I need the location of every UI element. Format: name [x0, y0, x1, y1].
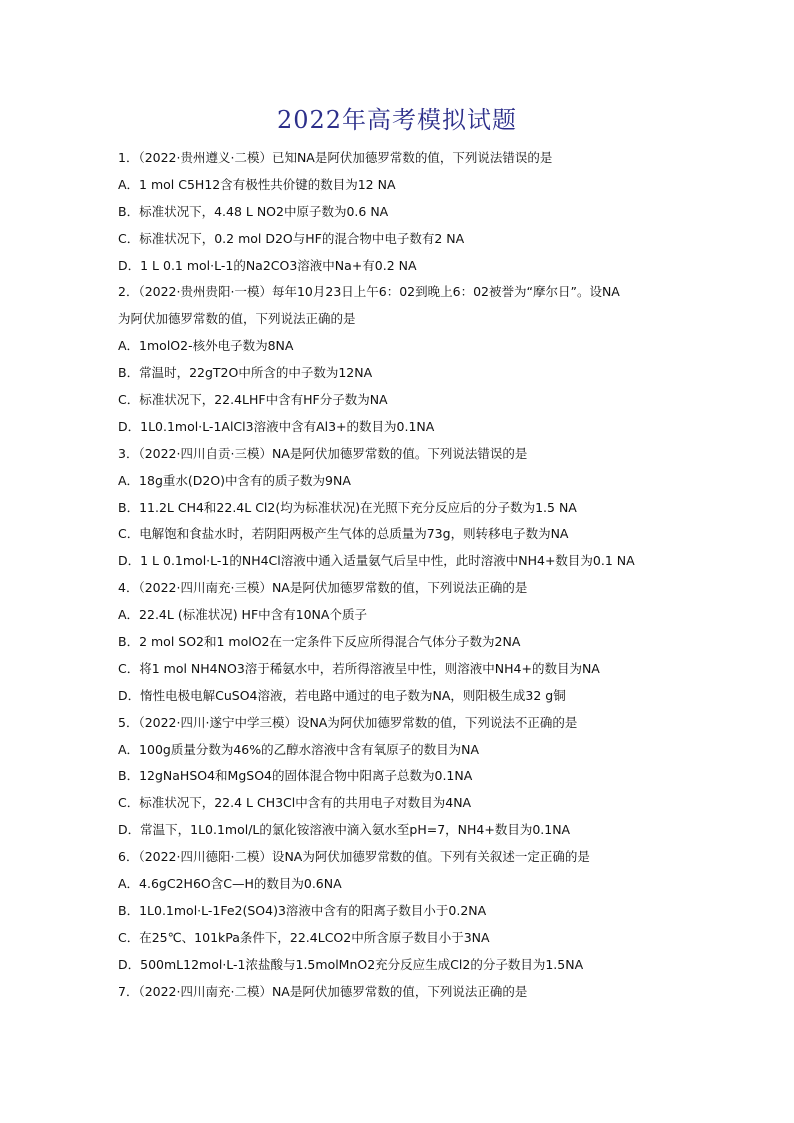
option-line: D．1 L 0.1mol·L-1的NH4Cl溶液中通入适量氨气后呈中性，此时溶液中NH4+数目为0.1 NA: [118, 553, 635, 569]
option-line: D．500mL12mol·L-1浓盐酸与1.5molMnO2充分反应生成Cl2的分子数目为1.5NA: [118, 956, 584, 972]
option-line: A．4.6gC2H6O含C—H的数目为0.6NA: [118, 876, 342, 892]
option-line: D．惰性电极电解CuSO4溶液，若电路中通过的电子数为NA，则阳极生成32 g铜: [118, 687, 566, 703]
option-line: A．1molO2-核外电子数为8NA: [118, 338, 294, 354]
option-line: D．常温下，1L0.1mol/L的氯化铵溶液中滴入氨水至pH=7，NH4+数目为0.1NA: [118, 822, 571, 838]
option-line: A．1 mol C5H12含有极性共价键的数目为12 NA: [118, 176, 396, 192]
option-line: D．1L0.1mol·L-1AlCl3溶液中含有Al3+的数目为0.1NA: [118, 418, 435, 434]
question-line: 2．（2022·贵州贵阳·一模）每年10月23日上午6：02到晚上6：02被誉为“摩尔日”。设NA: [118, 284, 620, 300]
option-line: A．18g重水(D2O)中含有的质子数为9NA: [118, 472, 351, 488]
option-line: B．标准状况下，4.48 L NO2中原子数为0.6 NA: [118, 203, 389, 219]
option-line: A．22.4L (标准状况) HF中含有10NA个质子: [118, 607, 367, 623]
option-line: C．电解饱和食盐水时，若阴阳两极产生气体的总质量为73g，则转移电子数为NA: [118, 526, 569, 542]
question-line: 7．（2022·四川南充·二模）NA是阿伏加德罗常数的值，下列说法正确的是: [118, 983, 528, 999]
option-line: B．12gNaHSO4和MgSO4的固体混合物中阳离子总数为0.1NA: [118, 768, 473, 784]
question-list: [118, 145, 683, 1006]
question-line: 6．（2022·四川德阳·二模）设NA为阿伏加德罗常数的值。下列有关叙述一定正确的是: [118, 849, 590, 865]
option-line: B．11.2L CH4和22.4L Cl2(均为标准状况)在光照下充分反应后的分子数为1.5 NA: [118, 499, 577, 515]
question-line: 1．（2022·贵州遵义·二模）已知NA是阿伏加德罗常数的值，下列说法错误的是: [118, 150, 553, 165]
option-line: B．常温时，22gT2O中所含的中子数为12NA: [118, 365, 373, 381]
option-line: A．100g质量分数为46%的乙醇水溶液中含有氧原子的数目为NA: [118, 741, 480, 757]
option-line: C．标准状况下，0.2 mol D2O与HF的混合物中电子数有2 NA: [118, 230, 465, 246]
page-title: 2022年高考模拟试题: [276, 106, 518, 134]
option-line: D．1 L 0.1 mol·L-1的Na2CO3溶液中Na+有0.2 NA: [118, 257, 417, 273]
option-line: B．2 mol SO2和1 molO2在一定条件下反应所得混合气体分子数为2NA: [118, 634, 521, 650]
question-line: 5．（2022·四川·遂宁中学三模）设NA为阿伏加德罗常数的值，下列说法不正确的是: [118, 714, 578, 730]
option-line: C．标准状况下，22.4 L CH3Cl中含有的共用电子对数目为4NA: [118, 795, 472, 811]
option-line: C．将1 mol NH4NO3溶于稀氨水中，若所得溶液呈中性，则溶液中NH4+的数目为NA: [118, 660, 600, 676]
option-line: C．在25℃、101kPa条件下，22.4LCO2中所含原子数目小于3NA: [118, 929, 490, 945]
option-line: C．标准状况下，22.4LHF中含有HF分子数为NA: [118, 392, 388, 408]
question-line-continued: 为阿伏加德罗常数的值，下列说法正确的是: [118, 311, 356, 327]
question-line: 3．（2022·四川自贡·三模）NA是阿伏加德罗常数的值。下列说法错误的是: [118, 445, 528, 461]
question-line: 4．（2022·四川南充·三模）NA是阿伏加德罗常数的值，下列说法正确的是: [118, 580, 528, 596]
option-line: B．1L0.1mol·L-1Fe2(SO4)3溶液中含有的阳离子数目小于0.2NA: [118, 902, 487, 918]
